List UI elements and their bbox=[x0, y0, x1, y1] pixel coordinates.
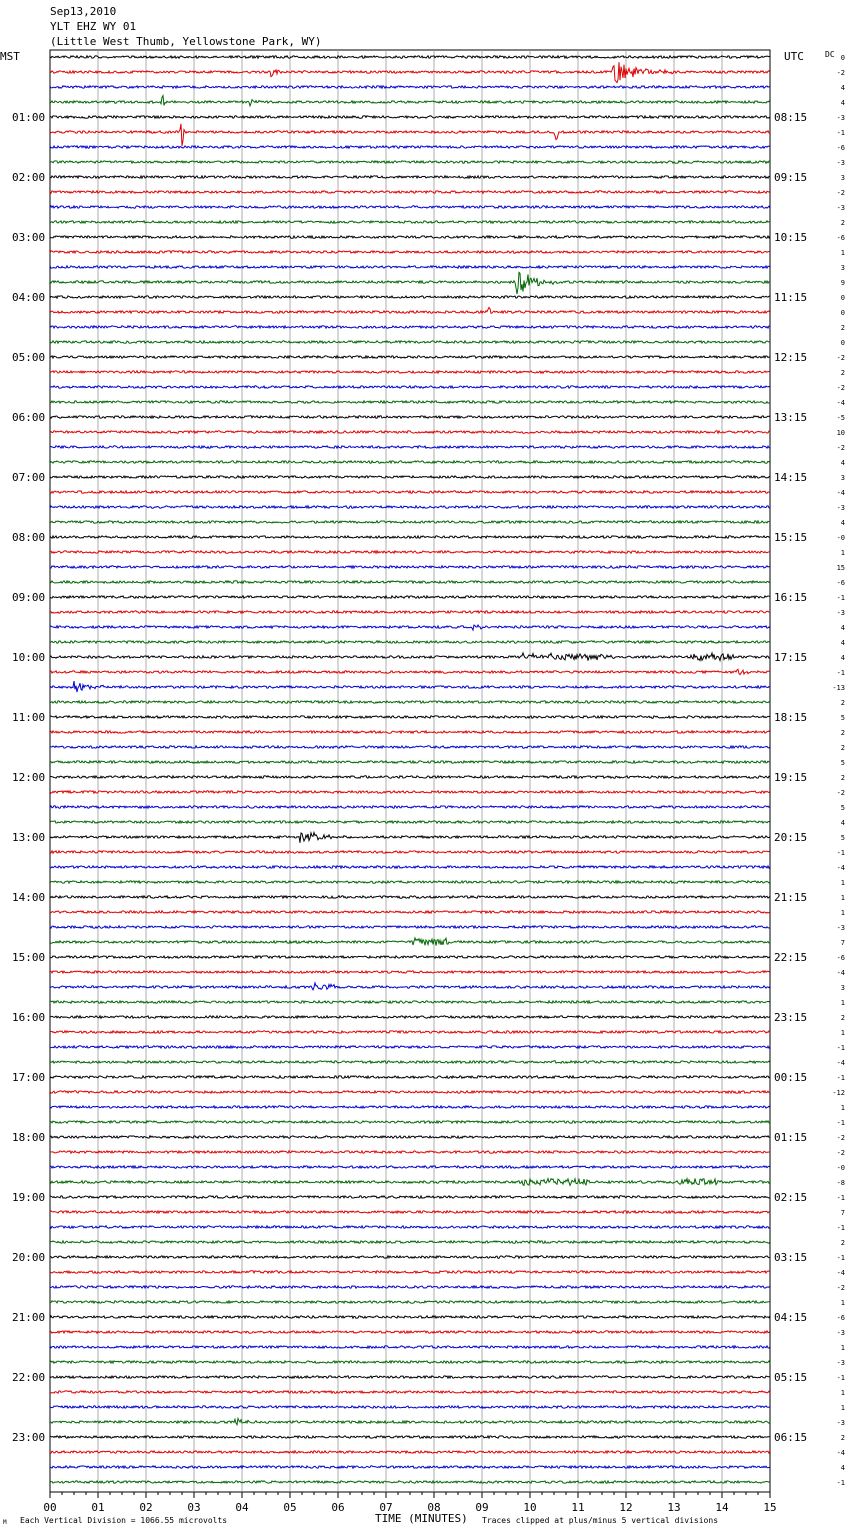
dc-offset-value: 4 bbox=[840, 84, 845, 92]
trace-line bbox=[50, 191, 770, 193]
left-hour-label: 10:00 bbox=[12, 651, 46, 664]
header-date: Sep13,2010 bbox=[50, 5, 117, 18]
dc-offset-value: 1 bbox=[840, 1299, 845, 1307]
x-tick-label: 13 bbox=[667, 1501, 681, 1514]
plot-frame bbox=[50, 50, 770, 1492]
trace-line bbox=[50, 56, 770, 58]
dc-offset-value: 1 bbox=[840, 1404, 845, 1412]
trace-line bbox=[50, 971, 770, 973]
dc-offset-value: -1 bbox=[836, 129, 845, 137]
dc-offset-value: -1 bbox=[836, 1044, 845, 1052]
right-hour-label: 20:15 bbox=[774, 831, 808, 844]
x-axis-label: TIME (MINUTES) bbox=[375, 1512, 468, 1525]
trace-line bbox=[50, 446, 770, 448]
dc-offset-value: -8 bbox=[836, 1179, 845, 1187]
trace-line bbox=[50, 1376, 770, 1378]
dc-offset-value: 2 bbox=[840, 774, 845, 782]
trace-line bbox=[50, 581, 770, 583]
dc-offset-value: 0 bbox=[840, 54, 845, 62]
dc-offset-value: -4 bbox=[836, 399, 845, 407]
trace-line bbox=[50, 596, 770, 598]
trace-line bbox=[50, 176, 770, 178]
dc-offset-value: -2 bbox=[836, 189, 845, 197]
dc-offset-value: 4 bbox=[840, 819, 845, 827]
trace-line bbox=[50, 1391, 770, 1393]
dc-offset-value: -5 bbox=[836, 414, 845, 422]
dc-offset-value: 5 bbox=[840, 714, 845, 722]
dc-offset-value: -1 bbox=[836, 1074, 845, 1082]
trace-line bbox=[50, 1106, 770, 1108]
header-station: YLT EHZ WY 01 bbox=[50, 20, 137, 33]
left-hour-label: 22:00 bbox=[12, 1371, 46, 1384]
dc-offset-value: -2 bbox=[836, 384, 845, 392]
right-hour-label: 10:15 bbox=[774, 231, 808, 244]
left-hour-label: 09:00 bbox=[12, 591, 46, 604]
left-hour-label: 07:00 bbox=[12, 471, 46, 484]
x-axis-ticks bbox=[43, 1492, 776, 1514]
left-hour-label: 15:00 bbox=[12, 951, 46, 964]
dc-offset-value: 7 bbox=[840, 939, 845, 947]
dc-offset-value: 1 bbox=[840, 909, 845, 917]
x-tick-label: 08 bbox=[427, 1501, 441, 1514]
trace-line bbox=[50, 1361, 770, 1363]
trace-line bbox=[50, 1316, 770, 1318]
dc-offset-value: -3 bbox=[836, 924, 845, 932]
trace-line bbox=[50, 401, 770, 403]
right-hour-label: 23:15 bbox=[774, 1011, 808, 1024]
right-hour-label: 21:15 bbox=[774, 891, 808, 904]
right-hour-label: 22:15 bbox=[774, 951, 808, 964]
trace-line bbox=[50, 146, 770, 148]
left-hour-label: 05:00 bbox=[12, 351, 46, 364]
trace-line bbox=[50, 653, 770, 661]
footer-scale: Each Vertical Division = 1066.55 microvolts bbox=[20, 1516, 228, 1525]
trace-line bbox=[50, 371, 770, 373]
dc-offset-value: 9 bbox=[840, 279, 845, 287]
trace-line bbox=[50, 625, 770, 630]
trace-line bbox=[50, 1301, 770, 1303]
dc-offset-value: -6 bbox=[836, 144, 845, 152]
dc-offset-value: -6 bbox=[836, 1314, 845, 1322]
dc-offset-value: 4 bbox=[840, 459, 845, 467]
trace-line bbox=[50, 86, 770, 88]
left-hour-label: 17:00 bbox=[12, 1071, 46, 1084]
dc-offset-value: -1 bbox=[836, 594, 845, 602]
dc-offset-value: -3 bbox=[836, 204, 845, 212]
trace-line bbox=[50, 536, 770, 538]
x-tick-label: 12 bbox=[619, 1501, 633, 1514]
x-tick-label: 04 bbox=[235, 1501, 249, 1514]
dc-offset-value: 1 bbox=[840, 894, 845, 902]
left-hour-label: 21:00 bbox=[12, 1311, 46, 1324]
dc-offset-value: 1 bbox=[840, 879, 845, 887]
trace-line bbox=[50, 1436, 770, 1438]
trace-line bbox=[50, 272, 770, 294]
trace-line bbox=[50, 356, 770, 358]
dc-offset-value: 2 bbox=[840, 729, 845, 737]
right-hour-label: 19:15 bbox=[774, 771, 808, 784]
trace-line bbox=[50, 1001, 770, 1003]
trace-line bbox=[50, 731, 770, 733]
trace-line bbox=[50, 881, 770, 883]
trace-line bbox=[50, 1286, 770, 1288]
trace-line bbox=[50, 1121, 770, 1123]
left-hour-label: 16:00 bbox=[12, 1011, 46, 1024]
right-hour-label: 03:15 bbox=[774, 1251, 808, 1264]
trace-line bbox=[50, 62, 770, 83]
dc-offset-value: 2 bbox=[840, 699, 845, 707]
x-tick-label: 03 bbox=[187, 1501, 201, 1514]
x-tick-label: 15 bbox=[763, 1501, 777, 1514]
dc-offset-value: 15 bbox=[836, 564, 845, 572]
trace-line bbox=[50, 1346, 770, 1348]
x-tick-label: 06 bbox=[331, 1501, 345, 1514]
trace-line bbox=[50, 566, 770, 568]
dc-offset-value: 1 bbox=[840, 249, 845, 257]
dc-offset-value: -4 bbox=[836, 1449, 845, 1457]
dc-offset-value: 3 bbox=[840, 264, 845, 272]
dc-offset-value: -3 bbox=[836, 1419, 845, 1427]
trace-line bbox=[50, 791, 770, 793]
trace-line bbox=[50, 416, 770, 418]
left-hour-label: 03:00 bbox=[12, 231, 46, 244]
dc-offset-value: 4 bbox=[840, 639, 845, 647]
right-hour-label: 11:15 bbox=[774, 291, 808, 304]
dc-offset-value: -1 bbox=[836, 1194, 845, 1202]
left-hour-label: 06:00 bbox=[12, 411, 46, 424]
trace-line bbox=[50, 716, 770, 718]
dc-offset-values bbox=[832, 54, 845, 1487]
dc-offset-value: -0 bbox=[836, 534, 845, 542]
trace-line bbox=[50, 307, 770, 313]
dc-offset-value: -3 bbox=[836, 609, 845, 617]
dc-offset-value: 0 bbox=[840, 309, 845, 317]
left-hour-label: 01:00 bbox=[12, 111, 46, 124]
right-hour-label: 09:15 bbox=[774, 171, 808, 184]
x-tick-label: 14 bbox=[715, 1501, 729, 1514]
dc-offset-value: -3 bbox=[836, 1359, 845, 1367]
right-axis-label: UTC bbox=[784, 50, 804, 63]
dc-offset-value: 5 bbox=[840, 804, 845, 812]
trace-line bbox=[50, 476, 770, 478]
trace-line bbox=[50, 851, 770, 853]
trace-line bbox=[50, 701, 770, 703]
trace-line bbox=[50, 506, 770, 508]
dc-offset-value: -1 bbox=[836, 849, 845, 857]
dc-offset-value: -12 bbox=[832, 1089, 845, 1097]
trace-line bbox=[50, 326, 770, 328]
footer-corner-mark: M bbox=[3, 1519, 7, 1526]
trace-line bbox=[50, 866, 770, 868]
trace-line bbox=[50, 116, 770, 118]
trace-line bbox=[50, 491, 770, 493]
trace-line bbox=[50, 761, 770, 763]
dc-offset-value: 4 bbox=[840, 99, 845, 107]
right-hour-label: 00:15 bbox=[774, 1071, 808, 1084]
right-hour-label: 14:15 bbox=[774, 471, 808, 484]
dc-offset-value: 0 bbox=[840, 339, 845, 347]
dc-offset-value: 1 bbox=[840, 1344, 845, 1352]
dc-offset-value: 2 bbox=[840, 369, 845, 377]
dc-offset-value: -3 bbox=[836, 1329, 845, 1337]
trace-line bbox=[50, 236, 770, 238]
dc-offset-value: 2 bbox=[840, 1434, 845, 1442]
trace-line bbox=[50, 669, 770, 674]
left-hour-label: 23:00 bbox=[12, 1431, 46, 1444]
trace-line bbox=[50, 161, 770, 163]
dc-offset-value: 5 bbox=[840, 759, 845, 767]
right-hour-label: 16:15 bbox=[774, 591, 808, 604]
trace-line bbox=[50, 1211, 770, 1213]
right-hour-label: 13:15 bbox=[774, 411, 808, 424]
trace-line bbox=[50, 341, 770, 343]
trace-line bbox=[50, 806, 770, 808]
dc-offset-value: 3 bbox=[840, 474, 845, 482]
left-hour-label: 02:00 bbox=[12, 171, 46, 184]
left-hour-label: 18:00 bbox=[12, 1131, 46, 1144]
right-hour-label: 04:15 bbox=[774, 1311, 808, 1324]
dc-offset-value: -3 bbox=[836, 159, 845, 167]
trace-line bbox=[50, 521, 770, 523]
dc-offset-value: 2 bbox=[840, 744, 845, 752]
dc-offset-value: 5 bbox=[840, 834, 845, 842]
x-tick-label: 07 bbox=[379, 1501, 393, 1514]
trace-line bbox=[50, 251, 770, 253]
dc-offset-value: -1 bbox=[836, 669, 845, 677]
dc-offset-value: -6 bbox=[836, 579, 845, 587]
dc-offset-value: 0 bbox=[840, 294, 845, 302]
trace-line bbox=[50, 911, 770, 913]
right-hour-label: 08:15 bbox=[774, 111, 808, 124]
seismic-traces bbox=[50, 56, 770, 1483]
trace-line bbox=[50, 1331, 770, 1333]
x-tick-label: 05 bbox=[283, 1501, 297, 1514]
trace-line bbox=[50, 1271, 770, 1273]
dc-offset-value: -2 bbox=[836, 444, 845, 452]
trace-line bbox=[50, 1046, 770, 1048]
left-hour-label: 12:00 bbox=[12, 771, 46, 784]
trace-line bbox=[50, 296, 770, 298]
footer-clip-note: Traces clipped at plus/minus 5 vertical divisions bbox=[482, 1516, 719, 1525]
dc-offset-value: 2 bbox=[840, 1239, 845, 1247]
x-tick-label: 11 bbox=[571, 1501, 585, 1514]
x-tick-label: 10 bbox=[523, 1501, 537, 1514]
dc-label: DC bbox=[825, 50, 835, 59]
dc-offset-value: -2 bbox=[836, 789, 845, 797]
dc-offset-value: -3 bbox=[836, 504, 845, 512]
trace-line bbox=[50, 96, 770, 106]
trace-line bbox=[50, 1196, 770, 1198]
dc-offset-value: -13 bbox=[832, 684, 845, 692]
left-hour-label: 11:00 bbox=[12, 711, 46, 724]
left-hour-label: 14:00 bbox=[12, 891, 46, 904]
trace-line bbox=[50, 551, 770, 553]
right-hour-label: 17:15 bbox=[774, 651, 808, 664]
dc-offset-value: 1 bbox=[840, 1104, 845, 1112]
dc-offset-value: 4 bbox=[840, 1464, 845, 1472]
left-hour-label: 20:00 bbox=[12, 1251, 46, 1264]
left-hour-labels bbox=[12, 111, 45, 1444]
trace-line bbox=[50, 896, 770, 898]
trace-line bbox=[50, 431, 770, 433]
dc-offset-value: 10 bbox=[836, 429, 845, 437]
trace-line bbox=[50, 776, 770, 778]
dc-offset-value: -2 bbox=[836, 1149, 845, 1157]
dc-offset-value: -2 bbox=[836, 354, 845, 362]
x-tick-label: 09 bbox=[475, 1501, 489, 1514]
trace-line bbox=[50, 1419, 770, 1425]
right-hour-labels bbox=[774, 111, 807, 1444]
dc-offset-value: -1 bbox=[836, 1224, 845, 1232]
trace-line bbox=[50, 1166, 770, 1168]
trace-line bbox=[50, 461, 770, 463]
trace-line bbox=[50, 1451, 770, 1453]
trace-line bbox=[50, 1241, 770, 1243]
dc-offset-value: 1 bbox=[840, 1029, 845, 1037]
dc-offset-value: -4 bbox=[836, 1269, 845, 1277]
trace-line bbox=[50, 1481, 770, 1483]
left-axis-label: MST bbox=[0, 50, 20, 63]
dc-offset-value: 4 bbox=[840, 519, 845, 527]
right-hour-label: 02:15 bbox=[774, 1191, 808, 1204]
right-hour-label: 01:15 bbox=[774, 1131, 808, 1144]
trace-line bbox=[50, 1226, 770, 1228]
trace-line bbox=[50, 1179, 770, 1186]
right-hour-label: 18:15 bbox=[774, 711, 808, 724]
right-hour-label: 15:15 bbox=[774, 531, 808, 544]
trace-line bbox=[50, 1031, 770, 1033]
trace-line bbox=[50, 681, 770, 692]
trace-line bbox=[50, 1061, 770, 1063]
x-tick-label: 01 bbox=[91, 1501, 105, 1514]
trace-line bbox=[50, 1256, 770, 1258]
dc-offset-value: 1 bbox=[840, 1389, 845, 1397]
trace-line bbox=[50, 1076, 770, 1078]
dc-offset-value: 1 bbox=[840, 999, 845, 1007]
trace-line bbox=[50, 221, 770, 223]
left-hour-label: 13:00 bbox=[12, 831, 46, 844]
trace-line bbox=[50, 124, 770, 146]
minute-gridlines bbox=[98, 50, 722, 1492]
trace-line bbox=[50, 1136, 770, 1138]
trace-line bbox=[50, 611, 770, 613]
dc-offset-value: -2 bbox=[836, 1134, 845, 1142]
trace-line bbox=[50, 1151, 770, 1153]
right-hour-label: 12:15 bbox=[774, 351, 808, 364]
dc-offset-value: 2 bbox=[840, 1014, 845, 1022]
dc-offset-value: -6 bbox=[836, 234, 845, 242]
dc-offset-value: 7 bbox=[840, 1209, 845, 1217]
dc-offset-value: 2 bbox=[840, 219, 845, 227]
trace-line bbox=[50, 938, 770, 946]
dc-offset-value: 4 bbox=[840, 624, 845, 632]
dc-offset-value: -1 bbox=[836, 1254, 845, 1262]
trace-line bbox=[50, 1091, 770, 1093]
right-hour-label: 06:15 bbox=[774, 1431, 808, 1444]
trace-line bbox=[50, 821, 770, 823]
dc-offset-value: -3 bbox=[836, 114, 845, 122]
trace-line bbox=[50, 1016, 770, 1018]
trace-line bbox=[50, 956, 770, 958]
trace-line bbox=[50, 641, 770, 643]
trace-line bbox=[50, 206, 770, 208]
dc-offset-value: -4 bbox=[836, 969, 845, 977]
dc-offset-value: -4 bbox=[836, 489, 845, 497]
left-hour-label: 08:00 bbox=[12, 531, 46, 544]
dc-offset-value: -2 bbox=[836, 1284, 845, 1292]
trace-line bbox=[50, 1406, 770, 1408]
trace-line bbox=[50, 983, 770, 990]
dc-offset-value: -0 bbox=[836, 1164, 845, 1172]
x-tick-label: 00 bbox=[43, 1501, 57, 1514]
dc-offset-value: 3 bbox=[840, 174, 845, 182]
dc-offset-value: 1 bbox=[840, 549, 845, 557]
trace-line bbox=[50, 1466, 770, 1468]
trace-line bbox=[50, 386, 770, 388]
right-hour-label: 05:15 bbox=[774, 1371, 808, 1384]
dc-offset-value: 4 bbox=[840, 654, 845, 662]
x-tick-label: 02 bbox=[139, 1501, 153, 1514]
trace-line bbox=[50, 833, 770, 843]
trace-line bbox=[50, 266, 770, 268]
header-location: (Little West Thumb, Yellowstone Park, WY) bbox=[50, 35, 322, 48]
dc-offset-value: -4 bbox=[836, 864, 845, 872]
dc-offset-value: -4 bbox=[836, 1059, 845, 1067]
trace-line bbox=[50, 746, 770, 748]
dc-offset-value: -1 bbox=[836, 1374, 845, 1382]
left-hour-label: 19:00 bbox=[12, 1191, 46, 1204]
dc-offset-value: -1 bbox=[836, 1119, 845, 1127]
dc-offset-value: 3 bbox=[840, 984, 845, 992]
dc-offset-value: -1 bbox=[836, 1479, 845, 1487]
left-hour-label: 04:00 bbox=[12, 291, 46, 304]
dc-offset-value: -6 bbox=[836, 954, 845, 962]
trace-line bbox=[50, 926, 770, 928]
dc-offset-value: -2 bbox=[836, 69, 845, 77]
dc-offset-value: 2 bbox=[840, 324, 845, 332]
